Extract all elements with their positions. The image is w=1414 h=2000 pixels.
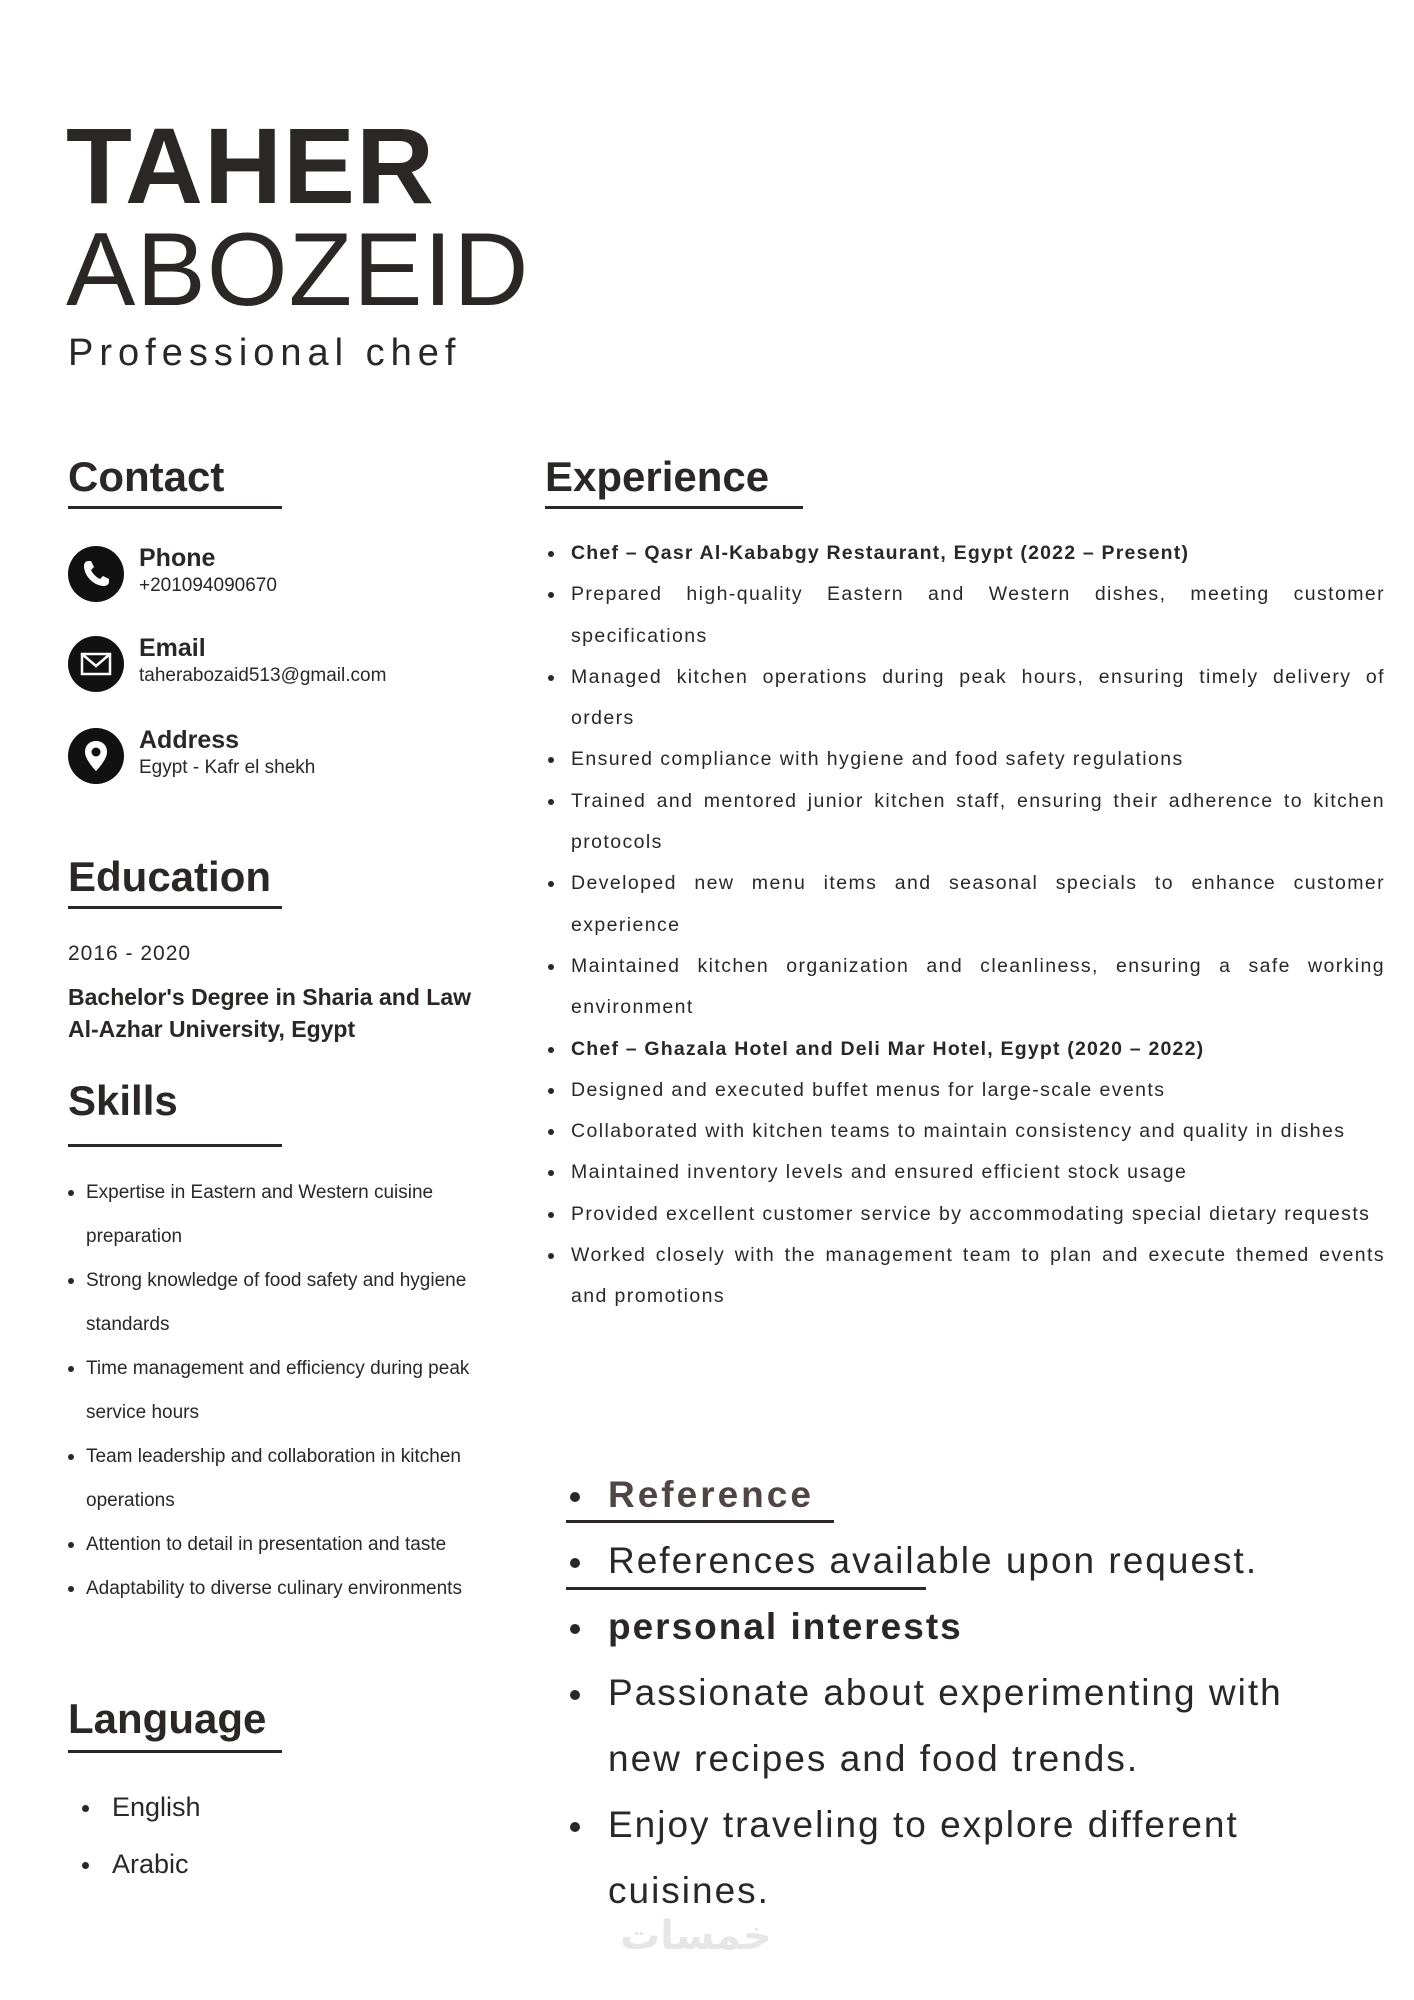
- experience-divider: [545, 506, 803, 509]
- language-divider: [68, 1750, 282, 1753]
- list-item: Enjoy traveling to explore different cuisines.: [566, 1792, 1366, 1924]
- list-item: Time management and efficiency during peak service hours: [68, 1347, 478, 1435]
- phone-label: Phone: [139, 544, 216, 572]
- watermark: خمسات: [620, 1914, 772, 1958]
- reference-heading: Reference: [566, 1462, 1366, 1528]
- contact-address: [68, 728, 488, 788]
- list-item: Attention to detail in presentation and taste: [68, 1523, 478, 1567]
- list-item: Developed new menu items and seasonal specials to enhance customer experience: [545, 863, 1385, 946]
- email-value: taherabozaid513@gmail.com: [139, 665, 387, 686]
- list-item: Adaptability to diverse culinary environments: [68, 1567, 478, 1611]
- reference-list: [566, 1462, 1366, 1924]
- education-school: Al-Azhar University, Egypt: [68, 1016, 356, 1042]
- list-item: Chef – Ghazala Hotel and Deli Mar Hotel, Egypt (2020 – 2022): [545, 1029, 1385, 1070]
- skills-list: [68, 1171, 478, 1611]
- education-divider: [68, 906, 282, 909]
- language-list: [82, 1779, 382, 1893]
- list-item: English: [82, 1779, 382, 1836]
- phone-icon: [68, 546, 124, 602]
- list-item: Collaborated with kitchen teams to maintain consistency and quality in dishes: [545, 1111, 1385, 1152]
- list-item: Arabic: [82, 1836, 382, 1893]
- contact-heading: Contact: [68, 453, 225, 500]
- address-value: Egypt - Kafr el shekh: [139, 757, 316, 778]
- list-item: Strong knowledge of food safety and hygiene standards: [68, 1259, 478, 1347]
- phone-value: +201094090670: [139, 575, 277, 596]
- list-item: Managed kitchen operations during peak hours, ensuring timely delivery of orders: [545, 657, 1385, 740]
- list-item: Trained and mentored junior kitchen staff, ensuring their adherence to kitchen protocols: [545, 781, 1385, 864]
- education-heading: Education: [68, 853, 272, 900]
- experience-list: [545, 533, 1385, 1318]
- contact-email: [68, 636, 488, 696]
- list-item: Maintained kitchen organization and cleanliness, ensuring a safe working environment: [545, 946, 1385, 1029]
- list-item: Provided excellent customer service by accommodating special dietary requests: [545, 1194, 1385, 1235]
- skills-divider: [68, 1144, 282, 1147]
- email-label: Email: [139, 634, 206, 662]
- first-name: TAHER: [66, 105, 435, 226]
- education-degree: Bachelor's Degree in Sharia and Law: [68, 984, 471, 1010]
- reference-text: References available upon request.: [566, 1528, 1366, 1594]
- list-item: Designed and executed buffet menus for large-scale events: [545, 1070, 1385, 1111]
- address-label: Address: [139, 726, 240, 754]
- job-title: Professional chef: [68, 332, 462, 374]
- location-pin-icon: [68, 728, 124, 784]
- list-item: Chef – Qasr Al-Kababgy Restaurant, Egypt (2022 – Present): [545, 533, 1385, 574]
- contact-divider: [68, 506, 282, 509]
- education-years: 2016 - 2020: [68, 942, 192, 965]
- interests-heading: personal interests: [566, 1594, 1366, 1660]
- list-item: Prepared high-quality Eastern and Western dishes, meeting customer specifications: [545, 574, 1385, 657]
- experience-heading: Experience: [545, 453, 770, 500]
- reference-divider: [566, 1520, 834, 1523]
- list-item: Team leadership and collaboration in kitchen operations: [68, 1435, 478, 1523]
- list-item: Expertise in Eastern and Western cuisine preparation: [68, 1171, 478, 1259]
- list-item: Maintained inventory levels and ensured efficient stock usage: [545, 1152, 1385, 1193]
- reference-divider-lower: [566, 1587, 926, 1590]
- list-item: Passionate about experimenting with new recipes and food trends.: [566, 1660, 1366, 1792]
- envelope-icon: [68, 636, 124, 692]
- last-name: ABOZEID: [66, 212, 530, 328]
- contact-phone: [68, 546, 488, 606]
- language-heading: Language: [68, 1695, 267, 1742]
- list-item: Worked closely with the management team to plan and execute themed events and promotions: [545, 1235, 1385, 1318]
- list-item: Ensured compliance with hygiene and food safety regulations: [545, 739, 1385, 780]
- skills-heading: Skills: [68, 1077, 178, 1124]
